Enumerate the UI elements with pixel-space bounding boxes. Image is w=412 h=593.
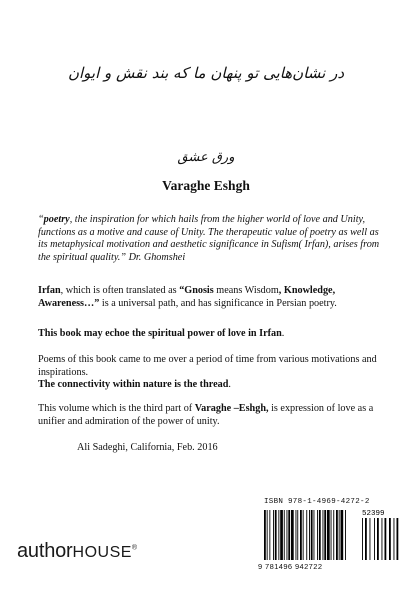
barcode-bar: [341, 510, 344, 560]
barcode-addon-bar: [362, 518, 363, 560]
barcode-bar: [300, 510, 302, 560]
barcode-bar: [333, 510, 334, 560]
barcode-addon-bar: [374, 518, 375, 560]
barcode-bar: [311, 510, 313, 560]
barcode-bar: [306, 510, 307, 560]
barcode-bar: [309, 510, 310, 560]
publisher-house: HOUSE: [72, 544, 132, 561]
poetry-word: poetry: [43, 214, 70, 225]
irfan-text-2: means Wisdom: [213, 285, 279, 296]
barcode-bar: [287, 510, 288, 560]
barcode-bar: [284, 510, 285, 560]
barcode-bar: [327, 510, 330, 560]
barcode-bar: [314, 510, 315, 560]
barcode-bar: [317, 510, 318, 560]
book-title: Varaghe Eshgh: [162, 178, 250, 193]
barcode-bar: [288, 510, 290, 560]
barcode-bar: [291, 510, 294, 560]
barcode-bar: [336, 510, 338, 560]
intro-quote: [38, 214, 380, 264]
barcode-bar: [267, 510, 268, 560]
barcode-bar: [296, 510, 297, 560]
registered-mark: ®: [131, 544, 137, 552]
barcode-addon-bar: [394, 518, 395, 560]
barcode-addon-bar: [382, 518, 383, 560]
volume-title: Varaghe –Eshgh,: [194, 403, 269, 414]
barcode-addon-bar: [365, 518, 367, 560]
publisher-author: author: [17, 540, 73, 562]
connectivity-text: The connectivity within nature is the thread: [38, 379, 229, 391]
quote-open: “: [38, 214, 44, 225]
persian-verse: در نشان‌هایی تو پنهان ما که بند نقش و ایوان: [67, 64, 345, 82]
knowledge-term: Knowledge, Awareness…”: [38, 285, 336, 309]
barcode-bar: [324, 510, 326, 560]
publisher-logo: [17, 540, 137, 563]
irfan-term: Irfan: [38, 285, 61, 296]
barcode-bar: [269, 510, 270, 560]
irfan-comma: ,: [278, 285, 284, 296]
isbn-barcode: [254, 496, 404, 574]
barcode-addon-bar: [370, 518, 371, 560]
echo-paragraph: [38, 328, 380, 341]
barcode-digits: 9 781496 942722: [258, 562, 323, 571]
signature: Ali Sadeghi, California, Feb. 2016: [77, 442, 218, 453]
barcode-bar: [303, 510, 304, 560]
barcode-bar: [278, 510, 279, 560]
poems-paragraph: [38, 354, 380, 392]
barcode-bar: [323, 510, 324, 560]
persian-title: ورق عشق: [177, 150, 235, 165]
price-code: 52399: [362, 510, 385, 518]
poems-period: .: [228, 379, 231, 391]
volume-text-1: This volume which is the third part of: [38, 403, 195, 414]
barcode-bar: [273, 510, 274, 560]
barcode-addon-bar: [397, 518, 399, 560]
barcode-bar: [331, 510, 332, 560]
barcode-bar: [339, 510, 340, 560]
barcode-bar: [297, 510, 298, 560]
barcode-bar: [275, 510, 277, 560]
echo-text: This book may echoe the spiritual power of love in Irfan: [38, 328, 282, 339]
volume-text-2: is expression of love as a unifier and admiration of the power of unity.: [38, 403, 374, 427]
barcode-bar: [264, 510, 266, 560]
gnosis-term: “Gnosis: [179, 285, 214, 296]
isbn-label: ISBN 978-1-4969-4272-2: [264, 498, 370, 506]
barcode-addon-bar: [385, 518, 387, 560]
barcode-addon-bar: [377, 518, 379, 560]
poems-line-1: Poems of this book came to me over a period of time from various motivations and inspirations.: [38, 354, 377, 378]
barcode-bars: [258, 506, 400, 562]
irfan-text-4: is a universal path, and has significance in Persian poetry.: [99, 297, 337, 309]
irfan-text-1: , which is often translated as: [60, 285, 180, 296]
echo-period: .: [281, 328, 285, 339]
barcode-bar: [280, 510, 283, 560]
barcode-addon-bar: [389, 518, 391, 560]
irfan-paragraph: [38, 285, 380, 310]
poems-line-2: [38, 379, 380, 392]
volume-paragraph: [38, 403, 380, 428]
barcode-bar: [319, 510, 321, 560]
barcode-bar: [345, 510, 346, 560]
intro-text: , the inspiration for which hails from the higher world of love and Unity, functions as a motive and cause of Unity. The therapeutic value of poetry as well as its metaphysical motivation and aesthetic significance in Sufism( Irfan), arises from the spiritual quality.” Dr. Ghomshei: [38, 214, 380, 263]
